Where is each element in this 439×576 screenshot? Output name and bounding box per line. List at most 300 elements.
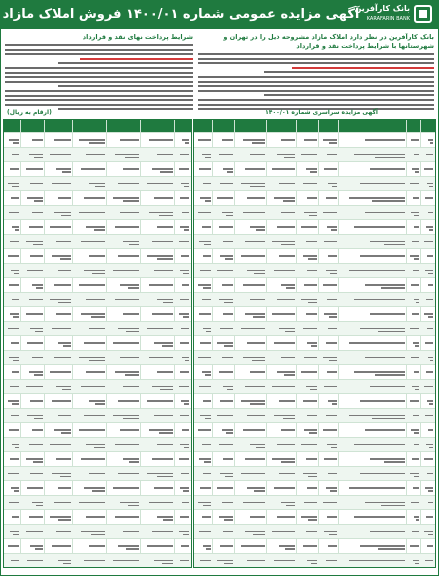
cell-text — [254, 490, 265, 492]
cell-text — [84, 560, 105, 562]
text-line — [5, 44, 193, 46]
cell-text — [26, 386, 43, 388]
cell-text — [199, 313, 211, 315]
cell-text — [227, 389, 233, 391]
cell-text — [223, 386, 233, 388]
cell-text — [222, 212, 233, 214]
cell-text — [428, 284, 434, 286]
cell-text — [179, 168, 189, 170]
cell-text — [84, 415, 105, 417]
cell-text — [223, 531, 233, 533]
cell-text — [152, 386, 173, 388]
cell-text — [424, 531, 433, 533]
cell-text — [58, 302, 71, 304]
cell-text — [89, 545, 106, 547]
cell-text — [86, 516, 105, 518]
cell-text — [95, 186, 105, 188]
cell-text — [79, 212, 105, 214]
cell-text — [281, 244, 295, 246]
cell-text — [281, 284, 295, 286]
cell-text — [60, 476, 71, 478]
cell-text — [425, 560, 433, 562]
cell-text — [329, 534, 337, 536]
cell-text — [115, 226, 139, 228]
cell-text — [81, 458, 105, 460]
cell-text — [113, 270, 139, 272]
cell-text — [370, 386, 405, 388]
cell-text — [307, 415, 317, 417]
table-row — [194, 379, 435, 394]
cell-text — [182, 284, 189, 286]
cell-text — [32, 284, 43, 286]
cell-text — [428, 490, 433, 492]
cell-text — [8, 183, 19, 185]
cell-text — [428, 502, 434, 504]
cell-text — [126, 548, 139, 550]
cell-text — [125, 157, 139, 159]
header-bar — [1, 1, 438, 29]
cell-text — [326, 560, 337, 562]
cell-text — [301, 371, 317, 373]
cell-text — [89, 183, 106, 185]
cell-text — [252, 142, 265, 144]
intro-text-lines — [198, 53, 434, 113]
cell-text — [378, 331, 405, 333]
cell-text — [425, 487, 433, 489]
cell-text — [123, 531, 140, 533]
cell-text — [274, 560, 295, 562]
cell-text — [11, 415, 19, 417]
cell-text — [202, 226, 211, 228]
table-row — [194, 364, 435, 379]
table-row — [4, 132, 191, 147]
cell-text — [328, 400, 337, 402]
cell-text — [113, 415, 139, 417]
cell-text — [354, 299, 405, 301]
table-row — [194, 234, 435, 249]
cell-text — [354, 154, 405, 156]
cell-text — [200, 560, 211, 562]
cell-text — [424, 168, 433, 170]
cell-text — [183, 490, 189, 492]
cell-text — [26, 168, 43, 170]
cell-text — [157, 258, 173, 260]
cell-text — [324, 458, 337, 460]
cell-text — [425, 342, 433, 344]
cell-text — [118, 473, 139, 475]
table-row — [4, 190, 191, 205]
cell-text — [378, 548, 405, 550]
cell-text — [425, 270, 433, 272]
cell-text — [256, 229, 265, 231]
cell-text — [123, 241, 140, 243]
cell-text — [30, 183, 43, 185]
cell-text — [154, 415, 173, 417]
table-row — [4, 466, 191, 481]
cell-text — [84, 270, 105, 272]
cell-text — [115, 516, 139, 518]
cell-text — [424, 458, 433, 460]
cell-text — [223, 241, 233, 243]
cell-text — [254, 273, 265, 275]
cell-text — [33, 461, 43, 463]
text-line — [198, 81, 434, 83]
cell-text — [9, 357, 19, 359]
table-row — [194, 451, 435, 466]
cell-text — [323, 429, 337, 431]
cell-text — [27, 270, 43, 272]
cell-text — [414, 226, 420, 228]
cell-text — [428, 429, 434, 431]
cell-text — [149, 284, 173, 286]
cell-text — [86, 444, 105, 446]
cell-text — [310, 389, 317, 391]
cell-text — [118, 328, 139, 330]
cell-text — [128, 287, 139, 289]
cell-text — [224, 345, 233, 347]
table-row — [4, 408, 191, 423]
cell-text — [219, 444, 233, 446]
cell-text — [309, 215, 317, 217]
cell-text — [224, 563, 233, 565]
cell-text — [162, 563, 173, 565]
cell-text — [277, 299, 295, 301]
cell-text — [129, 461, 139, 463]
cell-text — [29, 516, 43, 518]
cell-text — [301, 444, 317, 446]
cell-text — [245, 386, 265, 388]
cell-text — [34, 418, 43, 420]
cell-text — [79, 284, 105, 286]
table-row — [194, 538, 435, 553]
text-line — [198, 104, 434, 106]
cell-text — [30, 473, 43, 475]
cell-text — [324, 386, 337, 388]
cell-text — [62, 389, 71, 391]
cell-text — [384, 461, 405, 463]
cell-text — [225, 258, 233, 260]
cell-text — [426, 226, 433, 228]
cell-text — [411, 212, 419, 214]
cell-text — [86, 299, 105, 301]
cell-text — [381, 287, 405, 289]
cell-text — [241, 400, 265, 402]
cell-text — [202, 516, 211, 518]
cell-text — [204, 244, 211, 246]
cell-text — [245, 458, 265, 460]
cell-text — [219, 154, 233, 156]
text-line — [198, 76, 434, 78]
cell-text — [185, 360, 189, 362]
cell-text — [286, 505, 295, 507]
cell-text — [416, 519, 419, 521]
cell-text — [429, 229, 433, 231]
cell-text — [36, 505, 43, 507]
table-row — [194, 306, 435, 321]
cell-text — [247, 560, 265, 562]
table-row — [194, 553, 435, 568]
cell-text — [79, 139, 105, 141]
cell-text — [372, 200, 405, 202]
cell-text — [200, 342, 211, 344]
cell-text — [412, 386, 419, 388]
table-row — [194, 321, 435, 336]
cell-text — [226, 215, 233, 217]
table-row — [194, 161, 435, 176]
cell-text — [429, 186, 433, 188]
cell-text — [184, 403, 189, 405]
table-row — [4, 495, 191, 510]
cell-text — [328, 328, 337, 330]
cell-text — [58, 519, 71, 521]
intro-title-right: بانک کارآفرین در نظر دارد املاک مازاد مشروحه ذیل را در تهران و شهرستانها با شرایط پرداخت نقد و قرارداد — [223, 33, 434, 50]
cell-text — [349, 270, 405, 272]
cell-text — [411, 502, 419, 504]
cell-text — [180, 226, 189, 228]
cell-text — [250, 516, 265, 518]
table-row — [194, 408, 435, 423]
cell-text — [205, 157, 211, 159]
cell-text — [413, 197, 419, 199]
cell-text — [411, 284, 419, 286]
cell-text — [8, 328, 19, 330]
intro-text-lines — [5, 44, 193, 110]
cell-text — [217, 487, 233, 489]
table-row — [194, 176, 435, 191]
cell-text — [424, 313, 433, 315]
cell-text — [118, 183, 139, 185]
cell-text — [125, 374, 139, 376]
cell-text — [203, 287, 211, 289]
cell-text — [413, 487, 419, 489]
cell-text — [304, 139, 317, 141]
cell-text — [217, 342, 233, 344]
cell-text — [89, 142, 105, 144]
cell-text — [247, 342, 265, 344]
cell-text — [370, 241, 405, 243]
cell-text — [272, 386, 295, 388]
cell-text — [32, 502, 43, 504]
cell-text — [54, 502, 71, 504]
cell-text — [181, 328, 189, 330]
cell-text — [56, 241, 71, 243]
cell-text — [323, 212, 337, 214]
cell-text — [183, 316, 189, 318]
cell-text — [225, 476, 233, 478]
cell-text — [56, 386, 71, 388]
cell-text — [206, 331, 211, 333]
cell-text — [89, 255, 106, 257]
cell-text — [281, 502, 295, 504]
cell-text — [180, 516, 189, 518]
cell-text — [307, 197, 317, 199]
cell-text — [414, 258, 419, 260]
cell-text — [217, 197, 233, 199]
cell-text — [301, 154, 317, 156]
cell-text — [26, 241, 43, 243]
cell-text — [222, 357, 233, 359]
cell-text — [245, 531, 265, 533]
text-line — [198, 90, 434, 92]
cell-text — [243, 502, 265, 504]
cell-text — [123, 386, 140, 388]
cell-text — [286, 287, 295, 289]
cell-text — [203, 255, 211, 257]
cell-text — [126, 331, 139, 333]
cell-text — [181, 545, 189, 547]
cell-text — [412, 241, 419, 243]
cell-text — [84, 342, 105, 344]
cell-text — [283, 418, 295, 420]
cell-text — [220, 328, 233, 330]
cell-text — [199, 241, 211, 243]
cell-text — [60, 258, 71, 260]
table-row — [4, 524, 191, 539]
cell-text — [52, 473, 71, 475]
cell-text — [241, 545, 265, 547]
cell-text — [183, 273, 189, 275]
cell-text — [365, 284, 405, 286]
cell-text — [416, 302, 419, 304]
table-row — [4, 147, 191, 162]
cell-text — [203, 328, 211, 330]
cell-text — [8, 473, 19, 475]
cell-text — [414, 371, 420, 373]
cell-text — [413, 342, 419, 344]
cell-text — [179, 313, 189, 315]
cell-text — [147, 473, 173, 475]
table-row — [194, 350, 435, 365]
cell-text — [29, 444, 43, 446]
cell-text — [120, 139, 139, 141]
cell-text — [50, 299, 71, 301]
text-line — [5, 95, 193, 97]
table-row — [4, 509, 191, 524]
cell-text — [113, 197, 139, 199]
cell-text — [162, 345, 173, 347]
cell-text — [326, 270, 337, 272]
cell-text — [247, 270, 265, 272]
cell-text — [304, 357, 317, 359]
cell-text — [61, 432, 71, 434]
cell-text — [11, 560, 19, 562]
cell-text — [113, 487, 139, 489]
cell-text — [309, 432, 317, 434]
cell-text — [63, 563, 71, 565]
cell-text — [58, 487, 71, 489]
cell-text — [12, 299, 19, 301]
cell-text — [284, 157, 295, 159]
cell-text — [50, 226, 71, 228]
cell-text — [123, 458, 140, 460]
cell-text — [307, 270, 317, 272]
cell-text — [415, 563, 419, 565]
cell-text — [360, 255, 405, 257]
cell-text — [198, 502, 211, 504]
cell-text — [426, 154, 433, 156]
cell-text — [198, 357, 211, 359]
cell-text — [220, 545, 233, 547]
cell-text — [94, 447, 105, 449]
cell-text — [245, 168, 265, 170]
cell-text — [430, 360, 433, 362]
cell-text — [279, 183, 295, 185]
cell-text — [92, 490, 105, 492]
cell-text — [331, 447, 337, 449]
intro-title-left: شرایط پرداخت نهای نقد و قرارداد — [82, 33, 193, 41]
cell-text — [241, 328, 265, 330]
cell-text — [274, 342, 295, 344]
text-line — [198, 62, 434, 64]
cell-text — [381, 505, 405, 507]
listing-table-right — [193, 119, 436, 568]
table-row — [194, 219, 435, 234]
cell-text — [118, 545, 139, 547]
cell-text — [327, 226, 337, 228]
table-row — [4, 553, 191, 568]
cell-text — [152, 241, 173, 243]
cell-text — [224, 519, 233, 521]
cell-text — [414, 432, 419, 434]
cell-text — [157, 299, 174, 301]
cell-text — [184, 447, 189, 449]
cell-text — [370, 168, 405, 170]
cell-text — [326, 197, 337, 199]
cell-text — [11, 342, 19, 344]
cell-text — [281, 429, 295, 431]
cell-text — [349, 560, 405, 562]
table-row — [194, 480, 435, 495]
logo-text-en: KARAFARIN BANK — [366, 16, 410, 22]
cell-text — [307, 342, 317, 344]
cell-text — [304, 212, 317, 214]
cell-text — [414, 516, 420, 518]
cell-text — [326, 342, 337, 344]
cell-text — [181, 255, 189, 257]
cell-text — [428, 273, 433, 275]
cell-text — [10, 241, 19, 243]
text-line — [5, 53, 193, 55]
table-row — [4, 234, 191, 249]
table-row — [194, 205, 435, 220]
cell-text — [247, 415, 265, 417]
cell-text — [81, 313, 105, 315]
table-row — [4, 248, 191, 263]
cell-text — [159, 215, 173, 217]
cell-text — [281, 212, 295, 214]
cell-text — [245, 241, 265, 243]
table-row — [4, 306, 191, 321]
table-row — [4, 451, 191, 466]
cell-text — [84, 487, 105, 489]
cell-text — [425, 197, 433, 199]
cell-text — [10, 313, 19, 315]
cell-text — [200, 487, 211, 489]
cell-text — [113, 342, 139, 344]
text-line — [80, 58, 193, 60]
cell-text — [9, 502, 19, 504]
cell-text — [328, 255, 337, 257]
cell-text — [370, 531, 405, 533]
cell-text — [92, 273, 105, 275]
cell-text — [430, 142, 433, 144]
text-line — [58, 62, 193, 64]
cell-text — [360, 545, 405, 547]
cell-text — [410, 255, 419, 257]
cell-text — [182, 212, 189, 214]
cell-text — [308, 302, 317, 304]
cell-text — [217, 415, 233, 417]
